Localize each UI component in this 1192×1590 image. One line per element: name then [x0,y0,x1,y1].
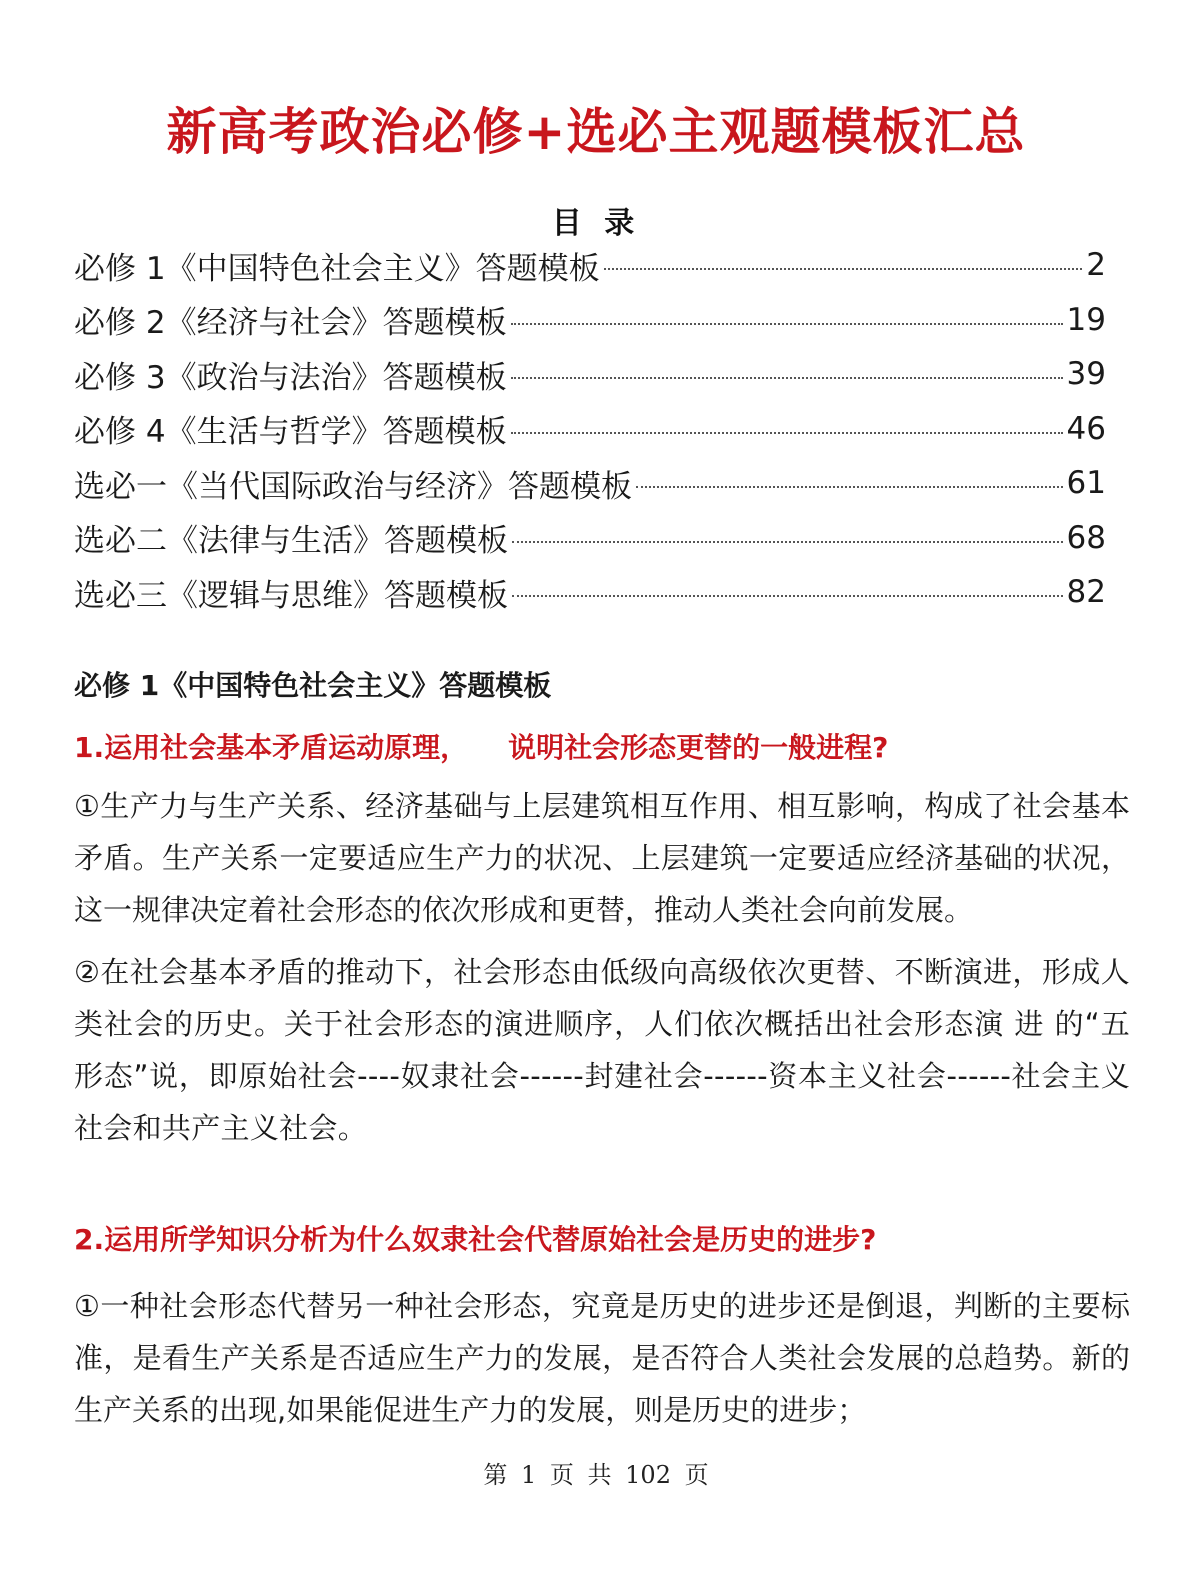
toc-item-page: 68 [1066,519,1106,556]
toc-item-label: 必修 4《生活与哲学》答题模板 [74,414,507,451]
question-1-part-b: 说明社会形态更替的一般进程? [508,731,889,764]
toc-leader-dots [511,432,1063,434]
toc-item-1[interactable] [74,238,1106,293]
toc-item-5[interactable] [74,456,1106,511]
table-of-contents [74,238,1106,620]
toc-heading: 目 录 [551,206,641,241]
toc-item-label: 必修 2《经济与社会》答题模板 [74,305,507,342]
answer-1-paragraph-2: ②在社会基本矛盾的推动下，社会形态由低级向高级依次更替、不断演进，形成人类社会的历史。关于社会形态的演进顺序，人们依次概括出社会形态演 进 的“五形态”说，即原始社会----奴隶社会------封建社会------资本主义社会------社会主义社会和共产主义社会。 [74,955,1130,1145]
toc-item-label: 选必二《法律与生活》答题模板 [74,523,508,560]
toc-item-7[interactable] [74,565,1106,620]
toc-item-page: 39 [1066,356,1106,393]
toc-item-6[interactable] [74,511,1106,566]
question-2: 2.运用所学知识分析为什么奴隶社会代替原始社会是历史的进步? [74,1223,877,1256]
toc-leader-dots [512,595,1063,597]
toc-leader-dots [511,323,1063,325]
toc-item-label: 必修 3《政治与法治》答题模板 [74,359,507,396]
toc-leader-dots [636,486,1063,488]
answer-2-paragraph-1: ①一种社会形态代替另一种社会形态，究竟是历史的进步还是倒退，判断的主要标准，是看生产关系是否适应生产力的发展，是否符合人类社会发展的总趋势。新的生产关系的出现,如果能促进生产力的发展，则是历史的进步； [74,1289,1130,1427]
toc-item-2[interactable] [74,293,1106,348]
question-1 [74,726,888,766]
toc-item-page: 2 [1086,247,1106,284]
toc-item-4[interactable] [74,402,1106,457]
toc-item-label: 必修 1《中国特色社会主义》答题模板 [74,250,600,287]
toc-item-label: 选必一《当代国际政治与经济》答题模板 [74,468,632,505]
section-heading: 必修 1《中国特色社会主义》答题模板 [74,669,552,702]
toc-item-page: 46 [1066,410,1106,447]
toc-leader-dots [511,377,1063,379]
toc-item-label: 选必三《逻辑与思维》答题模板 [74,577,508,614]
toc-leader-dots [604,268,1083,270]
question-1-part-a: 1.运用社会基本矛盾运动原理， [74,731,469,764]
document-title: 新高考政治必修+选必主观题模板汇总 [166,103,1026,161]
toc-leader-dots [512,541,1063,543]
answer-1-paragraph-1: ①生产力与生产关系、经济基础与上层建筑相互作用、相互影响，构成了社会基本矛盾。生产关系一定要适应生产力的状况、上层建筑一定要适应经济基础的状况， 这一规律决定着社会形态的依次形成和更替，推动人类社会向前发展。 [74,789,1130,927]
page-footer: 第 1 页 共 102 页 [483,1461,709,1489]
toc-item-page: 82 [1066,574,1106,611]
toc-item-page: 61 [1066,465,1106,502]
toc-item-3[interactable] [74,347,1106,402]
toc-item-page: 19 [1066,301,1106,338]
